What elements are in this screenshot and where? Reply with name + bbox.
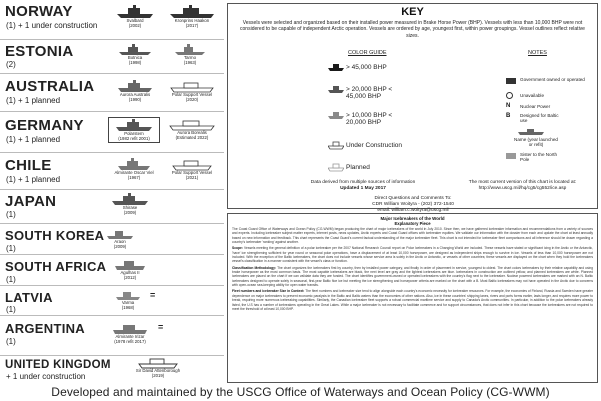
ship-year: (1978 refit 2017): [114, 338, 146, 344]
ship-name: Varma: [121, 300, 135, 305]
note-item: Nuclear Power: [520, 104, 551, 109]
country-name: SOUTH KOREA: [5, 228, 105, 243]
country-fleet-count: (1) + 1 under construction: [6, 21, 98, 30]
country-fleet-count: (1): [6, 275, 16, 284]
country-name: NORWAY: [5, 3, 73, 20]
country-row-south-korea: [0, 224, 224, 255]
ship-name: Araon: [114, 239, 126, 244]
ship-silhouette-icon: [169, 5, 215, 19]
note-item: Sister to the North Pole: [520, 152, 558, 162]
sister-icon: [506, 153, 516, 159]
ship-almirante-irizar: [104, 323, 156, 344]
baltic-equal-mark: =: [158, 322, 164, 332]
color-guide-ship-2: [328, 84, 344, 94]
baltic-icon: B: [506, 113, 511, 119]
ship-almirante-oscar-viel: [106, 158, 162, 180]
country-name: UNITED KINGDOM: [5, 359, 111, 371]
doc-paragraph-scope: [232, 246, 593, 263]
key-contact: [328, 196, 498, 214]
ship-shirase: [105, 193, 155, 215]
current-version-text: The most current version of this chart is located at:: [468, 180, 577, 185]
notes-title: NOTES: [528, 50, 547, 56]
note-item: Unavailable: [520, 93, 545, 98]
color-guide-ship-3: [328, 110, 344, 120]
ship-name: Kronprins Haakon: [174, 18, 210, 23]
ship-name: Sir David Attenborough: [135, 368, 181, 373]
color-guide-ship-4: [328, 140, 344, 150]
ship-name: Shirase: [122, 205, 138, 210]
note-item: Name (year launched or refit): [514, 137, 558, 147]
ship-name: Botnica: [127, 55, 143, 60]
ship-aurora-borealis: [163, 118, 221, 140]
baltic-equal-mark: =: [150, 290, 156, 300]
ship-agulhas-ii: [108, 259, 152, 280]
ship-year: (1982 refit 2001): [118, 135, 150, 141]
key-sources: [288, 180, 438, 192]
ship-botnica: [110, 44, 160, 65]
country-row-estonia: [0, 40, 224, 74]
country-name: LATVIA: [5, 290, 53, 305]
color-guide-label: Planned: [346, 164, 370, 171]
sources-text: Data derived from multiple sources of information: [310, 180, 416, 185]
country-row-argentina: [0, 316, 224, 356]
ship-year: (1990): [128, 96, 142, 102]
country-name: ARGENTINA: [5, 321, 85, 336]
ship-year: (2021): [185, 174, 199, 180]
ship-sir-david-attenborough: [128, 358, 188, 378]
color-guide-label: Under Construction: [346, 142, 402, 149]
color-guide-label: > 20,000 BHP < 45,000 BHP: [346, 86, 393, 101]
note-item: Designed for Baltic use: [520, 113, 559, 123]
ship-tarmo: [165, 44, 215, 65]
contact-title: Direct Questions and Comments To:: [374, 196, 452, 201]
country-row-norway: [0, 0, 224, 40]
country-name: CHILE: [5, 157, 52, 174]
ship-kronprins-haakon: [163, 5, 221, 28]
key-description: Vessels were selected and organized based on their installed power measured in Brake Horse Power (BHP). Vessels with less than 10,000 BHP were not considered to be capable of independent Arctic operation. Vessels are ordered by age, youngest first, within power groupings. Vessel outlines reflect relative sizes.: [240, 20, 585, 39]
ship-year: (2009): [123, 209, 137, 215]
country-name: JAPAN: [5, 193, 57, 210]
updated-text: Updated 1 May 2017: [340, 185, 386, 191]
country-fleet-count: (1): [6, 337, 16, 346]
ship-year: (1963): [183, 59, 197, 65]
ship-name: Polarstern: [124, 131, 144, 136]
footer-credit: Developed and maintained by the USCG Office of Waterways and Ocean Policy (CG-WWM): [51, 385, 550, 399]
country-fleet-count: + 1 under construction: [6, 372, 86, 381]
ship-name: Aurora Borealis: [177, 130, 207, 135]
ship-polar-support-vessel-cl: [163, 158, 221, 180]
country-row-united-kingdom: [0, 356, 224, 383]
name-year-ship-icon: [518, 128, 544, 136]
doc-paragraph-intro: The Coast Guard Office of Waterways and Ocean Policy (CG-WWM) began producing the chart of major icebreakers of the world in July 2010. Since then, we have gathered icebreaker information and recommendations from a variety of sources and experts. Including icebreaker subject matter experts, internet posts, news updates, Arctic experts and Coast Guard offices with icebreaker equities. We validate our information with the dossier from each and update the chart at least annually based on new information and feedback. This chart represents the Coast Guard's current factual understanding of the major icebreaker fleet. This chart is not intended for icebreaker fleet comparisons and all inference should be drawn regarding a country's icebreaker 'ranking' against another.: [232, 227, 593, 245]
ship-araon: [100, 229, 140, 249]
ship-year: (1998): [128, 59, 142, 65]
ship-year: (Estimated 2022): [175, 134, 209, 140]
ship-aurora-australis: [110, 80, 160, 102]
contact-email[interactable]: email: william.c.woityra@uscg.mil: [377, 207, 449, 213]
doc-text: Vessels meeting the general definition of a polar icebreaker per the 2007 National Research Council report on Polar Icebreakers in a Changing World are included. These vessels have stated or significant icing in the Arctic or the Antarctic, 'have' ice strengthening sufficient for year round or seasonal polar operations, have a displacement of at least 10,000 horsepower, are designed as independent ships enough to survive in ice. Vessels of less than 10,000 horsepower are not included. With the exception of the Baltic icebreakers, the chart does not include vessels whose service area is solely in the Arctic or Antarctic, or vessels of other countries; these vessels are displayed on the chart when they hold the icebreakers vessel's classification in a manner consistent with the vessel's class or function.: [232, 246, 593, 264]
ship-year: (2020): [185, 96, 199, 102]
country-row-japan: [0, 190, 224, 224]
ship-name: Tarmo: [184, 55, 196, 60]
country-fleet-count: (1) + 1 planned: [6, 96, 61, 105]
color-guide-label: > 10,000 BHP < 20,000 BHP: [346, 112, 393, 127]
country-row-australia: [0, 74, 224, 112]
flag-icon: [506, 78, 516, 84]
doc-paragraph-methodology: [232, 266, 593, 288]
country-fleet-count: (1): [6, 244, 16, 253]
country-name: GERMANY: [5, 117, 84, 134]
ship-name: Agulhas II: [120, 270, 140, 275]
ship-year: (2019): [151, 372, 165, 378]
ship-name: Almirante Irizar: [115, 334, 145, 339]
ship-silhouette-icon: [116, 5, 154, 19]
ship-year: (1968): [121, 304, 135, 310]
color-guide-ship-5: [328, 162, 344, 172]
country-fleet-count: (1) + 1 planned: [6, 175, 61, 184]
doc-paragraph-fleet-numbers: [232, 289, 593, 311]
color-guide-ship-1: [328, 62, 344, 72]
ship-polar-support-vessel-au: [163, 80, 221, 102]
country-fleet-count: (1): [6, 210, 16, 219]
doc-label: Fleet numbers and icebreaker Size in Context:: [232, 289, 305, 294]
note-item: Government owned or operated: [520, 77, 585, 82]
contact-name: CDR William Woityra - (202) 372-1540: [372, 201, 454, 207]
ship-year: (2009): [113, 243, 127, 249]
country-row-latvia: [0, 286, 224, 316]
ship-name: Polar Support Vessel: [171, 92, 213, 97]
ship-year: (2012): [123, 274, 137, 280]
key-title: KEY: [401, 6, 424, 18]
ship-year: (2017): [185, 22, 199, 28]
country-name: AUSTRALIA: [5, 78, 95, 95]
country-name: SOUTH AFRICA: [5, 259, 107, 274]
country-fleet-count: (1): [6, 305, 16, 314]
ship-name: Aurora Australis: [119, 92, 151, 97]
ship-name: Almirante Oscar Viel: [114, 170, 154, 175]
nuclear-icon: N: [506, 103, 511, 109]
country-row-south-africa: [0, 255, 224, 286]
ship-name: Polar Support Vessel: [171, 170, 213, 175]
country-row-chile: [0, 153, 224, 190]
key-panel: [227, 3, 598, 213]
country-fleet-count: (1) + 1 planned: [6, 135, 61, 144]
color-guide-title: COLOR GUIDE: [348, 50, 387, 56]
country-name: ESTONIA: [5, 43, 74, 60]
ship-year: (2002): [128, 22, 142, 28]
key-current-version: [450, 180, 595, 192]
ship-varma: [108, 290, 148, 310]
doc-label: Classification Methodology:: [232, 265, 277, 270]
doc-title: Major Icebreakers of the World: [380, 216, 445, 221]
right-panel: [227, 3, 598, 383]
ship-svalbard: [110, 5, 160, 28]
doc-text: The fleet numbers and icebreaker size tend to align alongside each country's economic necessity for icebreaker resources. For example, the economies of Finland, Russia and Sweden have greater dependence on major icebreakers to prevent economic paralysis in the Baltic and Baltic waters than the economies of other nations. Also, ice in these countries' shipping lanes, rivers and ports forms earlier, lasts longer, and requires more power to break, requiring more numerous icebreaking capabilities. Similarly, the Canadian icebreaker fleet supports a robust commercial maritime service and supply to Canada's Arctic communities. In particular, in addition to the polar icebreakers already listed, the U.S has a number of icebreakers operating in the Great Lakes. While a major icebreaker is not necessary to facilitate commerce and for support circumstances, that does not infer in this chart because the icebreakers are not required to meet the threshold of at least 10,000 BHP.: [232, 289, 594, 311]
current-version-url[interactable]: http://www.uscg.mil/hq/cg5/cg552/ice.asp: [478, 185, 567, 191]
color-guide-label: > 45,000 BHP: [346, 64, 387, 71]
country-fleet-count: (2): [6, 60, 16, 69]
country-list: [0, 0, 224, 383]
ship-polarstern: [108, 117, 160, 143]
explanatory-piece: [227, 213, 598, 383]
doc-label: Scope:: [232, 246, 243, 251]
country-row-germany: [0, 112, 224, 153]
ship-name: Svalbard: [126, 18, 144, 23]
doc-text: The chart organizes the icebreakers first by country, then by installed power category, and finally in order of placement in service, youngest to oldest. The chart colors icebreakers by their relative capability and using brake horsepower as the most common basis. The most capable icebreakers are black, the next level are gray and the lightest icebreakers are blue. Icebreakers in construction are outlined yellow, and planned icebreakers are white. Planned icebreakers are placed on the chart if we can validate data they are funded. The chart identifies government-owned or operated icebreakers with the country's flag next to the icebreaker. Nuclear powered icebreakers are marked with an N. Baltic icebreakers designed to operate solely in seasonal, first-year Baltic floe ice but meeting the ice strengthening and horsepower criteria are marked on the chart with a B. Most Baltic icebreakers may not have operated in the Arctic due to concerns with open-ocean sea-keeping ability for open water transits.: [232, 265, 593, 288]
unavailable-icon: [506, 92, 513, 99]
ship-year: (1967): [127, 174, 141, 180]
doc-subtitle: Explanatory Piece: [394, 221, 431, 226]
